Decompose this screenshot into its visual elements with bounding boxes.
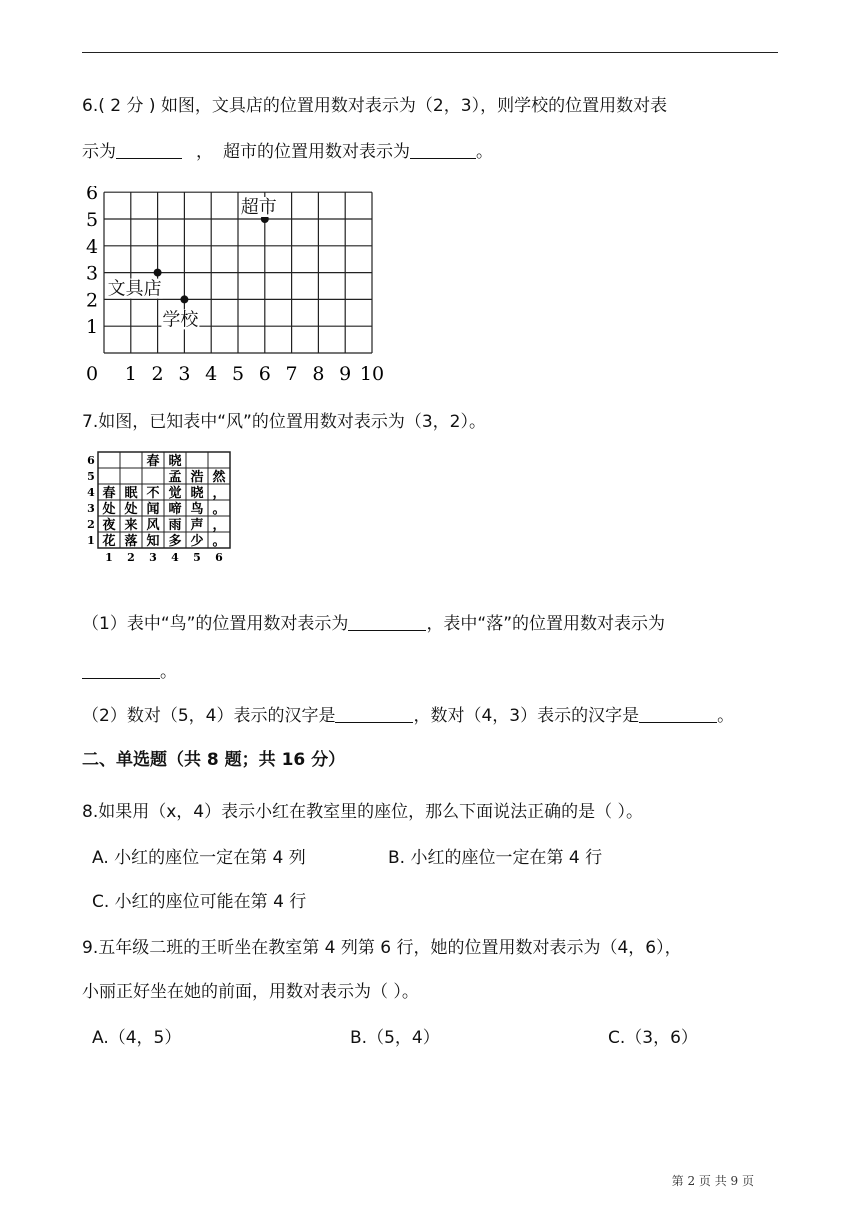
table-cell-char: 晓 xyxy=(190,486,204,501)
table-cell-char: 落 xyxy=(124,534,138,549)
y-tick-label: 5 xyxy=(85,209,99,231)
table-cell-char: 晓 xyxy=(168,454,182,469)
q7-sub1-line-1 xyxy=(82,612,665,636)
table-col-label: 5 xyxy=(193,551,201,564)
x-tick-label: 6 xyxy=(258,363,271,385)
q7-sub2-end: 。 xyxy=(717,706,735,726)
table-cell-char: 花 xyxy=(102,534,116,549)
table-cell-char: 不 xyxy=(146,486,160,501)
q9-stem-line-1: 9.五年级二班的王昕坐在教室第 4 列第 6 行，她的位置用数对表示为（4，6）， xyxy=(82,938,682,958)
q7-poem-table xyxy=(84,450,234,572)
table-cell-char: 风 xyxy=(146,518,160,533)
table-cell-char: 鸟 xyxy=(190,502,204,517)
point-label: 超市 xyxy=(240,197,277,218)
table-cell-char: ， xyxy=(212,486,226,501)
table-row-label: 3 xyxy=(87,502,95,515)
q7-sub1-text-b: ，表中“落”的位置用数对表示为 xyxy=(426,614,666,634)
table-cell-char: 闻 xyxy=(146,502,160,517)
q7-sub2-line xyxy=(82,704,734,728)
y-tick-label: 3 xyxy=(85,262,99,285)
table-cell-char: 知 xyxy=(146,534,160,549)
q8-option-a[interactable]: A. 小红的座位一定在第 4 列 xyxy=(92,848,306,868)
x-tick-label: 0 xyxy=(85,363,99,385)
q9-option-c[interactable]: C.（3，6） xyxy=(608,1028,698,1048)
table-row-label: 1 xyxy=(87,534,95,547)
header-rule xyxy=(82,52,778,53)
table-cell-char: 觉 xyxy=(168,486,182,501)
q6-line-1 xyxy=(82,94,667,118)
y-tick-label: 6 xyxy=(85,186,99,205)
table-cell-char: 春 xyxy=(146,454,160,469)
q8-option-c[interactable]: C. 小红的座位可能在第 4 行 xyxy=(92,892,307,912)
table-row-label: 4 xyxy=(87,486,95,499)
q8-stem: 8.如果用（x，4）表示小红在教室里的座位，那么下面说法正确的是（ ）。 xyxy=(82,802,643,822)
q6-score: ( 2 分 ) xyxy=(98,96,156,116)
table-cell-char: ， xyxy=(212,518,226,533)
table-cell-char: 春 xyxy=(102,486,116,501)
q9-stem-line-2: 小丽正好坐在她的前面，用数对表示为（ ）。 xyxy=(82,982,419,1002)
table-col-label: 4 xyxy=(171,551,179,564)
x-tick-label: 3 xyxy=(178,363,191,385)
q6-separator: ， xyxy=(196,142,213,162)
x-tick-label: 9 xyxy=(339,363,352,385)
q7-sub1-text-a: （1）表中“鸟”的位置用数对表示为 xyxy=(82,614,349,634)
table-cell-char: 多 xyxy=(168,534,182,549)
table-row-label: 5 xyxy=(87,470,95,483)
q6-end: 。 xyxy=(476,142,493,162)
q7-sub2-blank-2[interactable] xyxy=(639,704,717,723)
table-cell-char: 声 xyxy=(190,518,204,533)
q6-text-1: 如图，文具店的位置用数对表示为（2，3），则学校的位置用数对表 xyxy=(160,96,668,116)
x-tick-label: 7 xyxy=(285,363,298,385)
q9-option-b[interactable]: B.（5，4） xyxy=(350,1028,440,1048)
table-cell-char: 。 xyxy=(212,502,226,517)
table-col-label: 3 xyxy=(149,551,157,564)
table-cell-char: 孟 xyxy=(168,470,182,485)
table-cell-char: 夜 xyxy=(102,518,116,533)
table-cell-char: 雨 xyxy=(168,518,182,533)
q6-text-2a: 示为 xyxy=(82,142,116,162)
table-col-label: 1 xyxy=(105,551,113,564)
table-col-label: 6 xyxy=(215,551,223,564)
q7-sub1-blank-fall[interactable] xyxy=(82,660,160,679)
y-tick-label: 1 xyxy=(85,316,99,339)
table-col-label: 2 xyxy=(127,551,135,564)
q7-sub2-text-a: （2）数对（5，4）表示的汉字是 xyxy=(82,706,336,726)
table-row-label: 2 xyxy=(87,518,95,531)
q7-sub1-line-2 xyxy=(82,660,177,684)
q7-sub1-end: 。 xyxy=(160,662,177,682)
table-cell-char: 啼 xyxy=(168,502,182,517)
table-cell-char: 处 xyxy=(102,502,116,517)
point-marker xyxy=(154,269,162,277)
y-tick-label: 4 xyxy=(85,235,99,258)
q6-line-2 xyxy=(82,140,493,164)
q6-text-2b: 超市的位置用数对表示为 xyxy=(223,142,410,162)
q8-option-b[interactable]: B. 小红的座位一定在第 4 行 xyxy=(388,848,603,868)
point-marker xyxy=(180,295,188,303)
x-tick-label: 8 xyxy=(312,363,325,385)
point-label: 文具店 xyxy=(107,278,162,300)
q6-answer-blank-market[interactable] xyxy=(410,140,476,159)
q7-sub2-blank-1[interactable] xyxy=(335,704,413,723)
table-cell-char: 眠 xyxy=(124,486,138,501)
y-tick-label: 2 xyxy=(85,289,99,312)
q6-answer-blank-school[interactable] xyxy=(116,140,182,159)
table-cell-char: 处 xyxy=(124,502,138,517)
q7-sub2-text-b: ，数对（4，3）表示的汉字是 xyxy=(413,706,640,726)
q6-coordinate-grid xyxy=(80,186,400,386)
table-row-label: 6 xyxy=(87,454,95,467)
table-cell-char: 然 xyxy=(212,470,226,485)
x-tick-label: 5 xyxy=(231,363,245,385)
x-tick-label: 2 xyxy=(151,363,164,385)
page-number: 第 2 页 共 9 页 xyxy=(671,1174,754,1188)
q7-sub1-blank-bird[interactable] xyxy=(348,612,426,631)
table-cell-char: 浩 xyxy=(190,470,204,485)
table-cell-char: 。 xyxy=(212,534,226,549)
point-label: 学校 xyxy=(162,309,199,331)
x-tick-label: 1 xyxy=(124,363,137,385)
table-cell-char: 少 xyxy=(190,534,204,549)
q7-stem: 7.如图，已知表中“风”的位置用数对表示为（3，2）。 xyxy=(82,412,486,432)
q6-number: 6. xyxy=(82,96,99,116)
section-heading-single-choice: 二、单选题（共 8 题；共 16 分） xyxy=(82,750,346,770)
x-tick-label: 10 xyxy=(359,363,385,385)
x-tick-label: 4 xyxy=(205,363,218,385)
q9-option-a[interactable]: A.（4，5） xyxy=(92,1028,182,1048)
table-cell-char: 来 xyxy=(124,518,138,533)
